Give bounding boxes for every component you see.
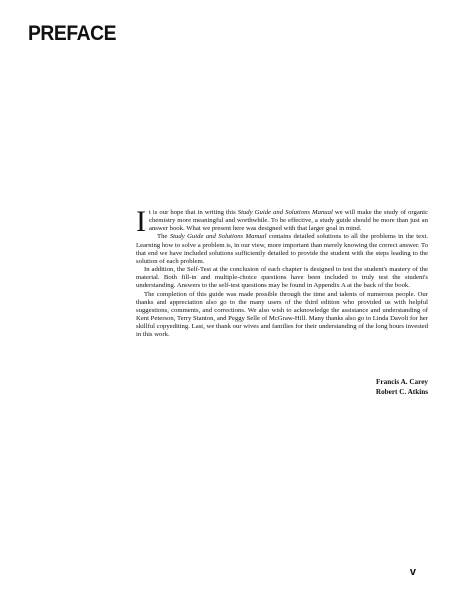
- p1-book-title: Study Guide and Solutions Manual: [237, 209, 333, 216]
- p2-book-title: Study Guide and Solutions Manual: [169, 233, 267, 241]
- preface-paragraph-3: In addition, the Self-Test at the conclusion of each chapter is designed to test the student's mastery of the material. Both fill-in and multiple-choice questions have been included to truly test the student's understanding. Answers to the self-test questions may be found in Appendix A at the back of the book.: [136, 266, 428, 290]
- page-number: v: [409, 566, 416, 578]
- p1-text-end: we will make the study of organic chemistry more meaningful and worthwhile. To be effective, a study guide should be more than just an answer book. What we present here was designed with that larger goal in mind.: [149, 209, 428, 233]
- drop-cap: I: [136, 205, 146, 238]
- signatures: [376, 378, 428, 397]
- preface-body: [136, 205, 429, 340]
- author-signature-2: Robert C. Atkins: [375, 387, 428, 396]
- preface-paragraph-2: [136, 233, 428, 266]
- page-title: PREFACE: [28, 22, 117, 45]
- p2-text-end: contains detailed solutions to all the problems in the text. Learning how to solve a problem is, in our view, more important than merely knowing the correct answer. To that end we have included solutions sufficiently detailed to provide the student with the steps leading to the solution of each problem.: [136, 233, 429, 265]
- p2-text-start: The: [157, 233, 170, 241]
- p1-text-start: t is our hope that in writing this: [149, 209, 238, 216]
- preface-paragraph-1: [136, 205, 428, 238]
- preface-paragraph-4: The completion of this guide was made possible through the time and talents of numerous people. Our thanks and appreciation also go to the many users of the third edition who provided us with helpful suggestions, comments, and corrections. We also wish to acknowledge the assistance and understanding of Kent Peterson, Terry Stanton, and Peggy Selle of McGraw-Hill. Many thanks also go to Linda Davoli for her skillful copyediting. Last, we thank our wives and families for their understanding of the long hours invested in this work.: [136, 290, 428, 339]
- author-signature-1: Francis A. Carey: [376, 378, 428, 386]
